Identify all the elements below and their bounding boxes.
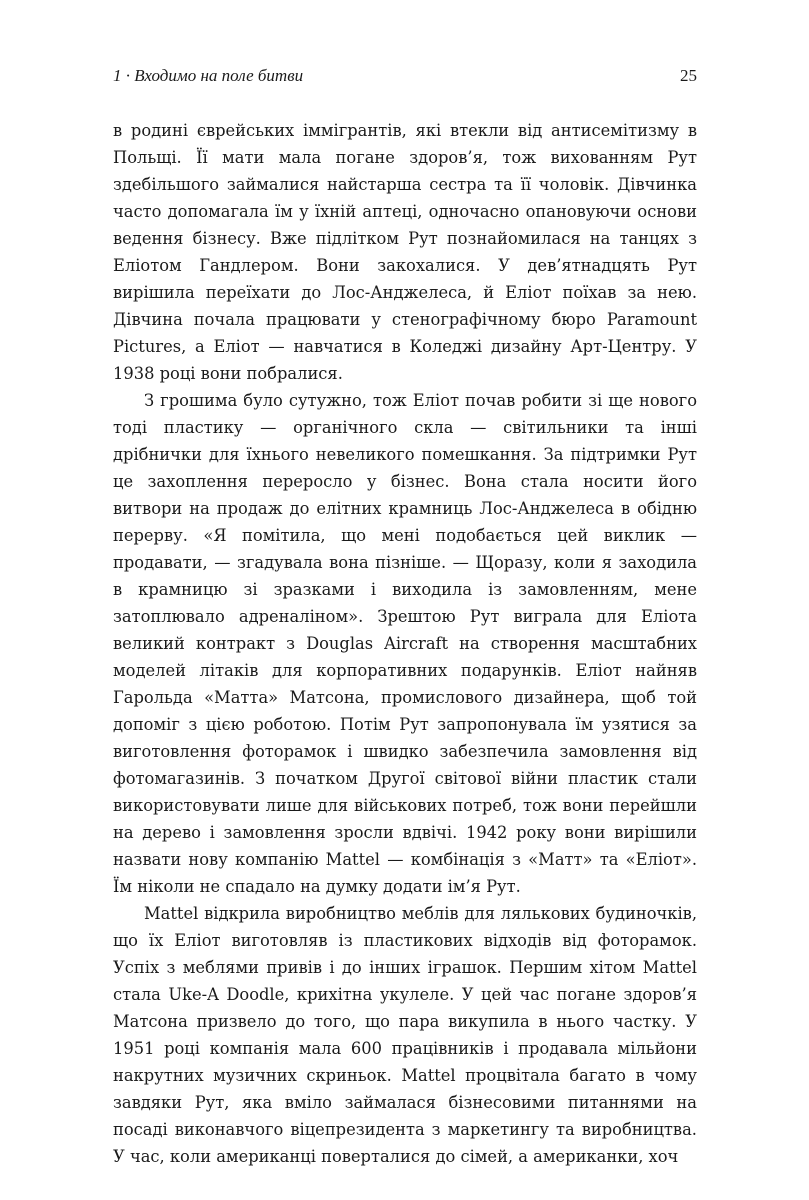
chapter-heading	[113, 66, 303, 86]
chapter-number: 1	[113, 66, 122, 85]
page-number: 25	[680, 66, 697, 85]
body-text	[113, 117, 697, 1170]
chapter-separator: ·	[125, 66, 130, 85]
paragraph-1: в родині єврейських іммігрантів, які втекли від антисемітизму в Польщі. Її мати мала погане здоров’я, тож вихованням Рут здебільшого займалися найстарша сестра та її чоловік. Дівчинка часто допомагала їм у їхній аптеці, одночасно опановуючи основи ведення бізнесу. Вже підлітком Рут познайомилася на танцях з Еліотом Гандлером. Вони закохалися. У дев’ятнадцять Рут вирішила переїхати до Лос-Анджелеса, й Еліот поїхав за нею. Дівчина почала працювати у стенографічному бюро Paramount Pictures, а Еліот — навчатися в Коледжі дизайну Арт-Центру. У 1938 році вони побралися.	[113, 121, 697, 383]
chapter-title: Входимо на поле битви	[134, 66, 304, 85]
paragraph-3: Mattel відкрила виробництво меблів для лялькових будиночків, що їх Еліот виготовляв із пластикових відходів від фоторамок. Успіх з меблями привів і до інших іграшок. Першим хітом Mattel стала Uke-A Doodle, крихітна укулеле. У цей час погане здоров’я Матсона призвело до того, що пара викупила в нього частку. У 1951 році компанія мала 600 працівників і продавала мільйони накрутних музичних скриньок. Mattel процвітала багато в чому завдяки Рут, яка вміло займалася бізнесовими питаннями на посаді виконавчого віцепрезидента з маркетингу та виробництва. У час, коли американці поверталися до сімей, а американки, хоч	[113, 904, 697, 1166]
paragraph-2: З грошима було сутужно, тож Еліот почав робити зі ще нового тоді пластику — органічного скла — світильники та інші дрібнички для їхнього невеликого помешкання. За підтримки Рут це захоплення переросло у бізнес. Вона стала носити його витвори на продаж до елітних крамниць Лос-Анджелеса в обідню перерву. «Я помітила, що мені подобається цей виклик — продавати, — згадувала вона пізніше. — Щоразу, коли я заходила в крамницю зі зразками і виходила із замовленням, мене затоплювало адреналіном». Зрештою Рут виграла для Еліота великий контракт з Douglas Aircraft на створення масштабних моделей літаків для корпоративних подарунків. Еліот найняв Гарольда «Матта» Матсона, промислового дизайнера, щоб той допоміг з цією роботою. Потім Рут запропонувала їм узятися за виготовлення фоторамок і швидко забезпечила замовлення від фотомагазинів. З початком Другої світової війни пластик стали використовувати лише для військових потреб, тож вони перейшли на дерево і замовлення зросли вдвічі. 1942 року вони вирішили назвати нову компанію Mattel — комбінація з «Матт» та «Еліот». Їм ніколи не спадало на думку додати ім’я Рут.	[113, 391, 697, 896]
running-header	[113, 66, 697, 90]
